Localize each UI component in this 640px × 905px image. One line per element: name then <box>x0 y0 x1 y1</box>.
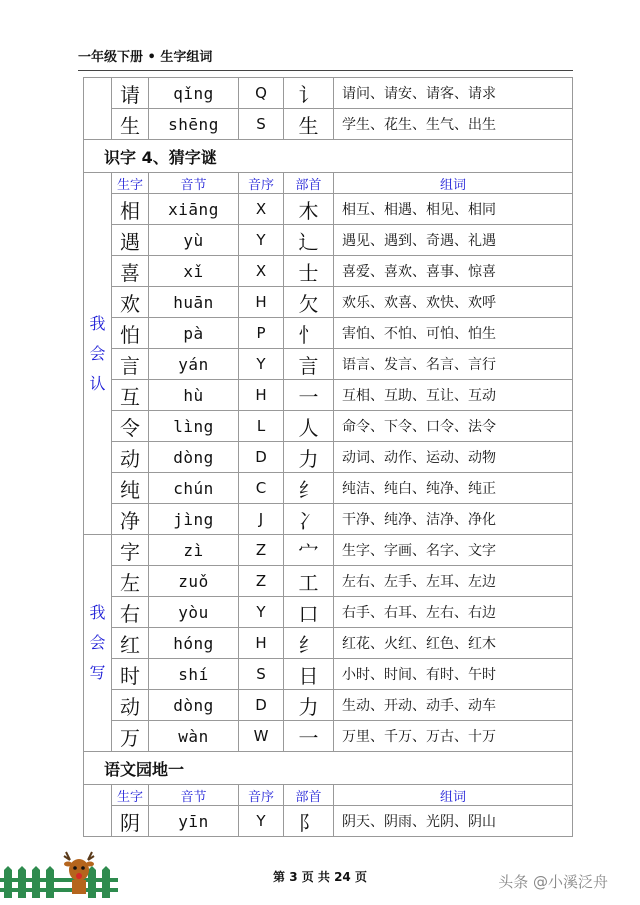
table-row <box>84 721 573 752</box>
words-cell: 生字、字画、名字、文字 <box>334 535 573 566</box>
pinyin-cell: shí <box>149 659 239 690</box>
pinyin-cell: xǐ <box>149 256 239 287</box>
words-cell: 左右、左手、左耳、左边 <box>334 566 573 597</box>
side-cell-empty <box>84 785 112 837</box>
index-letter-cell: Z <box>239 566 284 597</box>
radical-cell: 纟 <box>284 628 334 659</box>
pinyin-cell: chún <box>149 473 239 504</box>
side-label-write <box>84 535 112 752</box>
side-label-char: 会 <box>89 343 106 363</box>
index-letter-cell: H <box>239 380 284 411</box>
index-letter-cell: Y <box>239 597 284 628</box>
index-letter-cell: J <box>239 504 284 535</box>
pinyin-cell: pà <box>149 318 239 349</box>
header-char: 生字 <box>112 785 149 806</box>
pinyin-cell: hóng <box>149 628 239 659</box>
pinyin-cell: yù <box>149 225 239 256</box>
words-cell: 命令、下令、口令、法令 <box>334 411 573 442</box>
index-letter-cell: Y <box>239 225 284 256</box>
radical-cell: 口 <box>284 597 334 628</box>
page-number: 第 3 页 共 24 页 <box>273 870 367 884</box>
table-row <box>84 504 573 535</box>
words-cell: 红花、火红、红色、红木 <box>334 628 573 659</box>
radical-cell: 阝 <box>284 806 334 837</box>
pinyin-cell: dòng <box>149 442 239 473</box>
pinyin-cell: dòng <box>149 690 239 721</box>
index-letter-cell: S <box>239 109 284 140</box>
pinyin-cell: huān <box>149 287 239 318</box>
pinyin-cell: lìng <box>149 411 239 442</box>
pinyin-cell: yòu <box>149 597 239 628</box>
index-letter-cell: S <box>239 659 284 690</box>
character-cell: 令 <box>112 411 149 442</box>
pinyin-cell: zì <box>149 535 239 566</box>
character-cell: 时 <box>112 659 149 690</box>
section-title-2: 语文园地一 <box>84 752 573 785</box>
header-pinyin: 音节 <box>149 173 239 194</box>
character-cell: 净 <box>112 504 149 535</box>
radical-cell: 一 <box>284 721 334 752</box>
radical-cell: 言 <box>284 349 334 380</box>
pinyin-cell: shēng <box>149 109 239 140</box>
words-cell: 纯洁、纯白、纯净、纯正 <box>334 473 573 504</box>
index-letter-cell: Y <box>239 349 284 380</box>
pinyin-cell: qǐng <box>149 78 239 109</box>
character-cell: 言 <box>112 349 149 380</box>
radical-cell: 木 <box>284 194 334 225</box>
side-label-char: 写 <box>89 663 106 682</box>
index-letter-cell: L <box>239 411 284 442</box>
table-row <box>84 78 573 109</box>
character-cell: 阴 <box>112 806 149 837</box>
pinyin-cell: jìng <box>149 504 239 535</box>
pinyin-cell: xiāng <box>149 194 239 225</box>
pinyin-cell: yán <box>149 349 239 380</box>
header-words: 组词 <box>334 173 573 194</box>
side-label-char: 认 <box>89 373 106 393</box>
pinyin-cell: hù <box>149 380 239 411</box>
index-letter-cell: Y <box>239 806 284 837</box>
table-row <box>84 109 573 140</box>
character-cell: 相 <box>112 194 149 225</box>
side-cell-empty <box>84 78 112 140</box>
radical-cell: 力 <box>284 690 334 721</box>
words-cell: 害怕、不怕、可怕、怕生 <box>334 318 573 349</box>
words-cell: 互相、互助、互让、互动 <box>334 380 573 411</box>
character-cell: 请 <box>112 78 149 109</box>
header-radical: 部首 <box>284 785 334 806</box>
words-cell: 动词、动作、运动、动物 <box>334 442 573 473</box>
index-letter-cell: W <box>239 721 284 752</box>
section-row <box>84 140 573 173</box>
index-letter-cell: D <box>239 690 284 721</box>
page-header: 一年级下册 • 生字组词 <box>78 50 213 65</box>
table-row <box>84 349 573 380</box>
radical-cell: 生 <box>284 109 334 140</box>
radical-cell: 力 <box>284 442 334 473</box>
index-letter-cell: Z <box>239 535 284 566</box>
words-cell: 阴天、阴雨、光阴、阴山 <box>334 806 573 837</box>
radical-cell: 欠 <box>284 287 334 318</box>
header-divider <box>78 70 573 71</box>
index-letter-cell: C <box>239 473 284 504</box>
header-radical: 部首 <box>284 173 334 194</box>
words-cell: 请问、请安、请客、请求 <box>334 78 573 109</box>
radical-cell: 纟 <box>284 473 334 504</box>
index-letter-cell: X <box>239 256 284 287</box>
pinyin-cell: zuǒ <box>149 566 239 597</box>
table-row <box>84 566 573 597</box>
radical-cell: 人 <box>284 411 334 442</box>
character-cell: 字 <box>112 535 149 566</box>
side-label-recognize <box>84 173 112 535</box>
character-cell: 欢 <box>112 287 149 318</box>
character-cell: 动 <box>112 442 149 473</box>
table-row <box>84 597 573 628</box>
header-index: 音序 <box>239 173 284 194</box>
pinyin-cell: yīn <box>149 806 239 837</box>
words-cell: 语言、发言、名言、言行 <box>334 349 573 380</box>
index-letter-cell: H <box>239 287 284 318</box>
header-char: 生字 <box>112 173 149 194</box>
section-row <box>84 752 573 785</box>
radical-cell: 讠 <box>284 78 334 109</box>
words-cell: 右手、右耳、左右、右边 <box>334 597 573 628</box>
character-cell: 左 <box>112 566 149 597</box>
character-cell: 动 <box>112 690 149 721</box>
character-cell: 右 <box>112 597 149 628</box>
table-row <box>84 380 573 411</box>
side-label-char: 我 <box>89 313 106 333</box>
words-cell: 相互、相遇、相见、相同 <box>334 194 573 225</box>
index-letter-cell: P <box>239 318 284 349</box>
table-row <box>84 628 573 659</box>
header-pinyin: 音节 <box>149 785 239 806</box>
table-row <box>84 256 573 287</box>
watermark: 头条 @小溪泛舟 <box>498 873 608 891</box>
words-cell: 干净、纯净、洁净、净化 <box>334 504 573 535</box>
character-cell: 纯 <box>112 473 149 504</box>
table-row <box>84 318 573 349</box>
words-cell: 小时、时间、有时、午时 <box>334 659 573 690</box>
words-cell: 学生、花生、生气、出生 <box>334 109 573 140</box>
character-cell: 怕 <box>112 318 149 349</box>
section-title-1: 识字 4、猜字谜 <box>84 140 573 173</box>
radical-cell: 忄 <box>284 318 334 349</box>
side-label-char: 我 <box>89 603 106 622</box>
words-cell: 万里、千万、万古、十万 <box>334 721 573 752</box>
radical-cell: 士 <box>284 256 334 287</box>
side-label-char: 会 <box>89 633 106 652</box>
table-row <box>84 442 573 473</box>
header-index: 音序 <box>239 785 284 806</box>
radical-cell: 冫 <box>284 504 334 535</box>
radical-cell: 日 <box>284 659 334 690</box>
character-cell: 生 <box>112 109 149 140</box>
table-row <box>84 690 573 721</box>
table-row <box>84 411 573 442</box>
words-cell: 生动、开动、动手、动车 <box>334 690 573 721</box>
words-cell: 遇见、遇到、奇遇、礼遇 <box>334 225 573 256</box>
index-letter-cell: D <box>239 442 284 473</box>
table-row <box>84 806 573 837</box>
column-header-row <box>84 785 573 806</box>
table-row <box>84 194 573 225</box>
table-row <box>84 473 573 504</box>
character-cell: 红 <box>112 628 149 659</box>
pinyin-cell: wàn <box>149 721 239 752</box>
table-row <box>84 659 573 690</box>
character-cell: 遇 <box>112 225 149 256</box>
radical-cell: 一 <box>284 380 334 411</box>
index-letter-cell: H <box>239 628 284 659</box>
index-letter-cell: X <box>239 194 284 225</box>
table-row <box>84 287 573 318</box>
table-row <box>84 225 573 256</box>
radical-cell: 工 <box>284 566 334 597</box>
column-header-row <box>84 173 573 194</box>
words-cell: 喜爱、喜欢、喜事、惊喜 <box>334 256 573 287</box>
index-letter-cell: Q <box>239 78 284 109</box>
radical-cell: 辶 <box>284 225 334 256</box>
character-cell: 喜 <box>112 256 149 287</box>
words-cell: 欢乐、欢喜、欢快、欢呼 <box>334 287 573 318</box>
table-row <box>84 535 573 566</box>
vocab-table <box>83 77 573 837</box>
character-cell: 互 <box>112 380 149 411</box>
header-words: 组词 <box>334 785 573 806</box>
character-cell: 万 <box>112 721 149 752</box>
radical-cell: 宀 <box>284 535 334 566</box>
